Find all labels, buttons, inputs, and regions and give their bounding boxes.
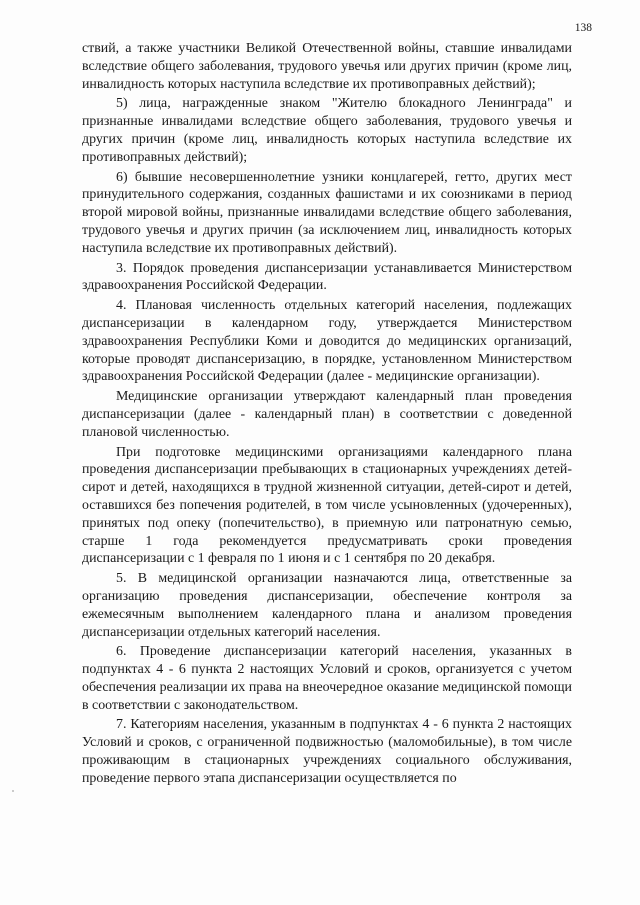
- paragraph-clause-6: 6. Проведение диспансеризации категорий населения, указанных в подпунктах 4 - 6 пункта 2 настоящих Условий и сроков, организуется с учетом обеспечения реализации их права на внеочередное оказание медицинской помощи в соответствии с законодательством.: [82, 644, 572, 713]
- paragraph-orphans-schedule: При подготовке медицинскими организациями календарного плана проведения диспансеризации пребывающих в стационарных учреждениях детей-сирот и детей, находящихся в трудной жизненной ситуации, детей-сирот и детей, оставшихся без попечения родителей, в том числе усыновленных (удочеренных), принятых под опеку (попечительство), в приемную или патронатную семью, старше 1 года рекомендуется предусматривать сроки проведения диспансеризации с 1 февраля по 1 июня и с 1 сентября по 20 декабря.: [82, 444, 572, 567]
- paragraph-clause-3: 3. Порядок проведения диспансеризации устанавливается Министерством здравоохранения Российской Федерации.: [82, 260, 572, 294]
- paragraph-continuation: ствий, а также участники Великой Отечественной войны, ставшие инвалидами вследствие общего заболевания, трудового увечья или других причин (кроме лиц, инвалидность которых наступила вследствие их противоправных действий);: [82, 41, 572, 92]
- scan-speck: [12, 790, 14, 792]
- paragraph-clause-4: 4. Плановая численность отдельных категорий населения, подлежащих диспансеризации в календарном году, утверждается Министерством здравоохранения Республики Коми и доводится до медицинских организаций, которые проводят диспансеризацию, в порядке, установленном Министерством здравоохранения Российской Федерации (далее - медицинские организации).: [82, 298, 572, 385]
- paragraph-clause-5: 5. В медицинской организации назначаются лица, ответственные за организацию проведения диспансеризации, обеспечение контроля за ежемесячным выполнением календарного плана и анализом проведения диспансеризации отдельных категорий населения.: [82, 571, 572, 640]
- paragraph-calendar-plan: Медицинские организации утверждают календарный план проведения диспансеризации (далее - календарный план) в соответствии с доведенной плановой численностью.: [82, 389, 572, 440]
- page-number: 138: [574, 22, 592, 34]
- paragraph-item-6: 6) бывшие несовершеннолетние узники концлагерей, гетто, других мест принудительного содержания, созданных фашистами и их союзниками в период второй мировой войны, признанные инвалидами вследствие общего заболевания, трудового увечья и других причин (за исключением лиц, инвалидность которых наступила вследствие их противоправных действий).: [82, 169, 572, 256]
- paragraph-clause-7: 7. Категориям населения, указанным в подпунктах 4 - 6 пункта 2 настоящих Условий и сроков, с ограниченной подвижностью (маломобильные), в том числе проживающим в стационарных учреждениях социального обслуживания, проведение первого этапа диспансеризации осуществляется по: [82, 717, 572, 786]
- document-body: [82, 40, 572, 790]
- paragraph-item-5: 5) лица, награжденные знаком "Жителю блокадного Ленинграда" и признанные инвалидами вследствие общего заболевания, трудового увечья и других причин (кроме лиц, инвалидность которых наступила вследствие их противоправных действий);: [82, 96, 572, 165]
